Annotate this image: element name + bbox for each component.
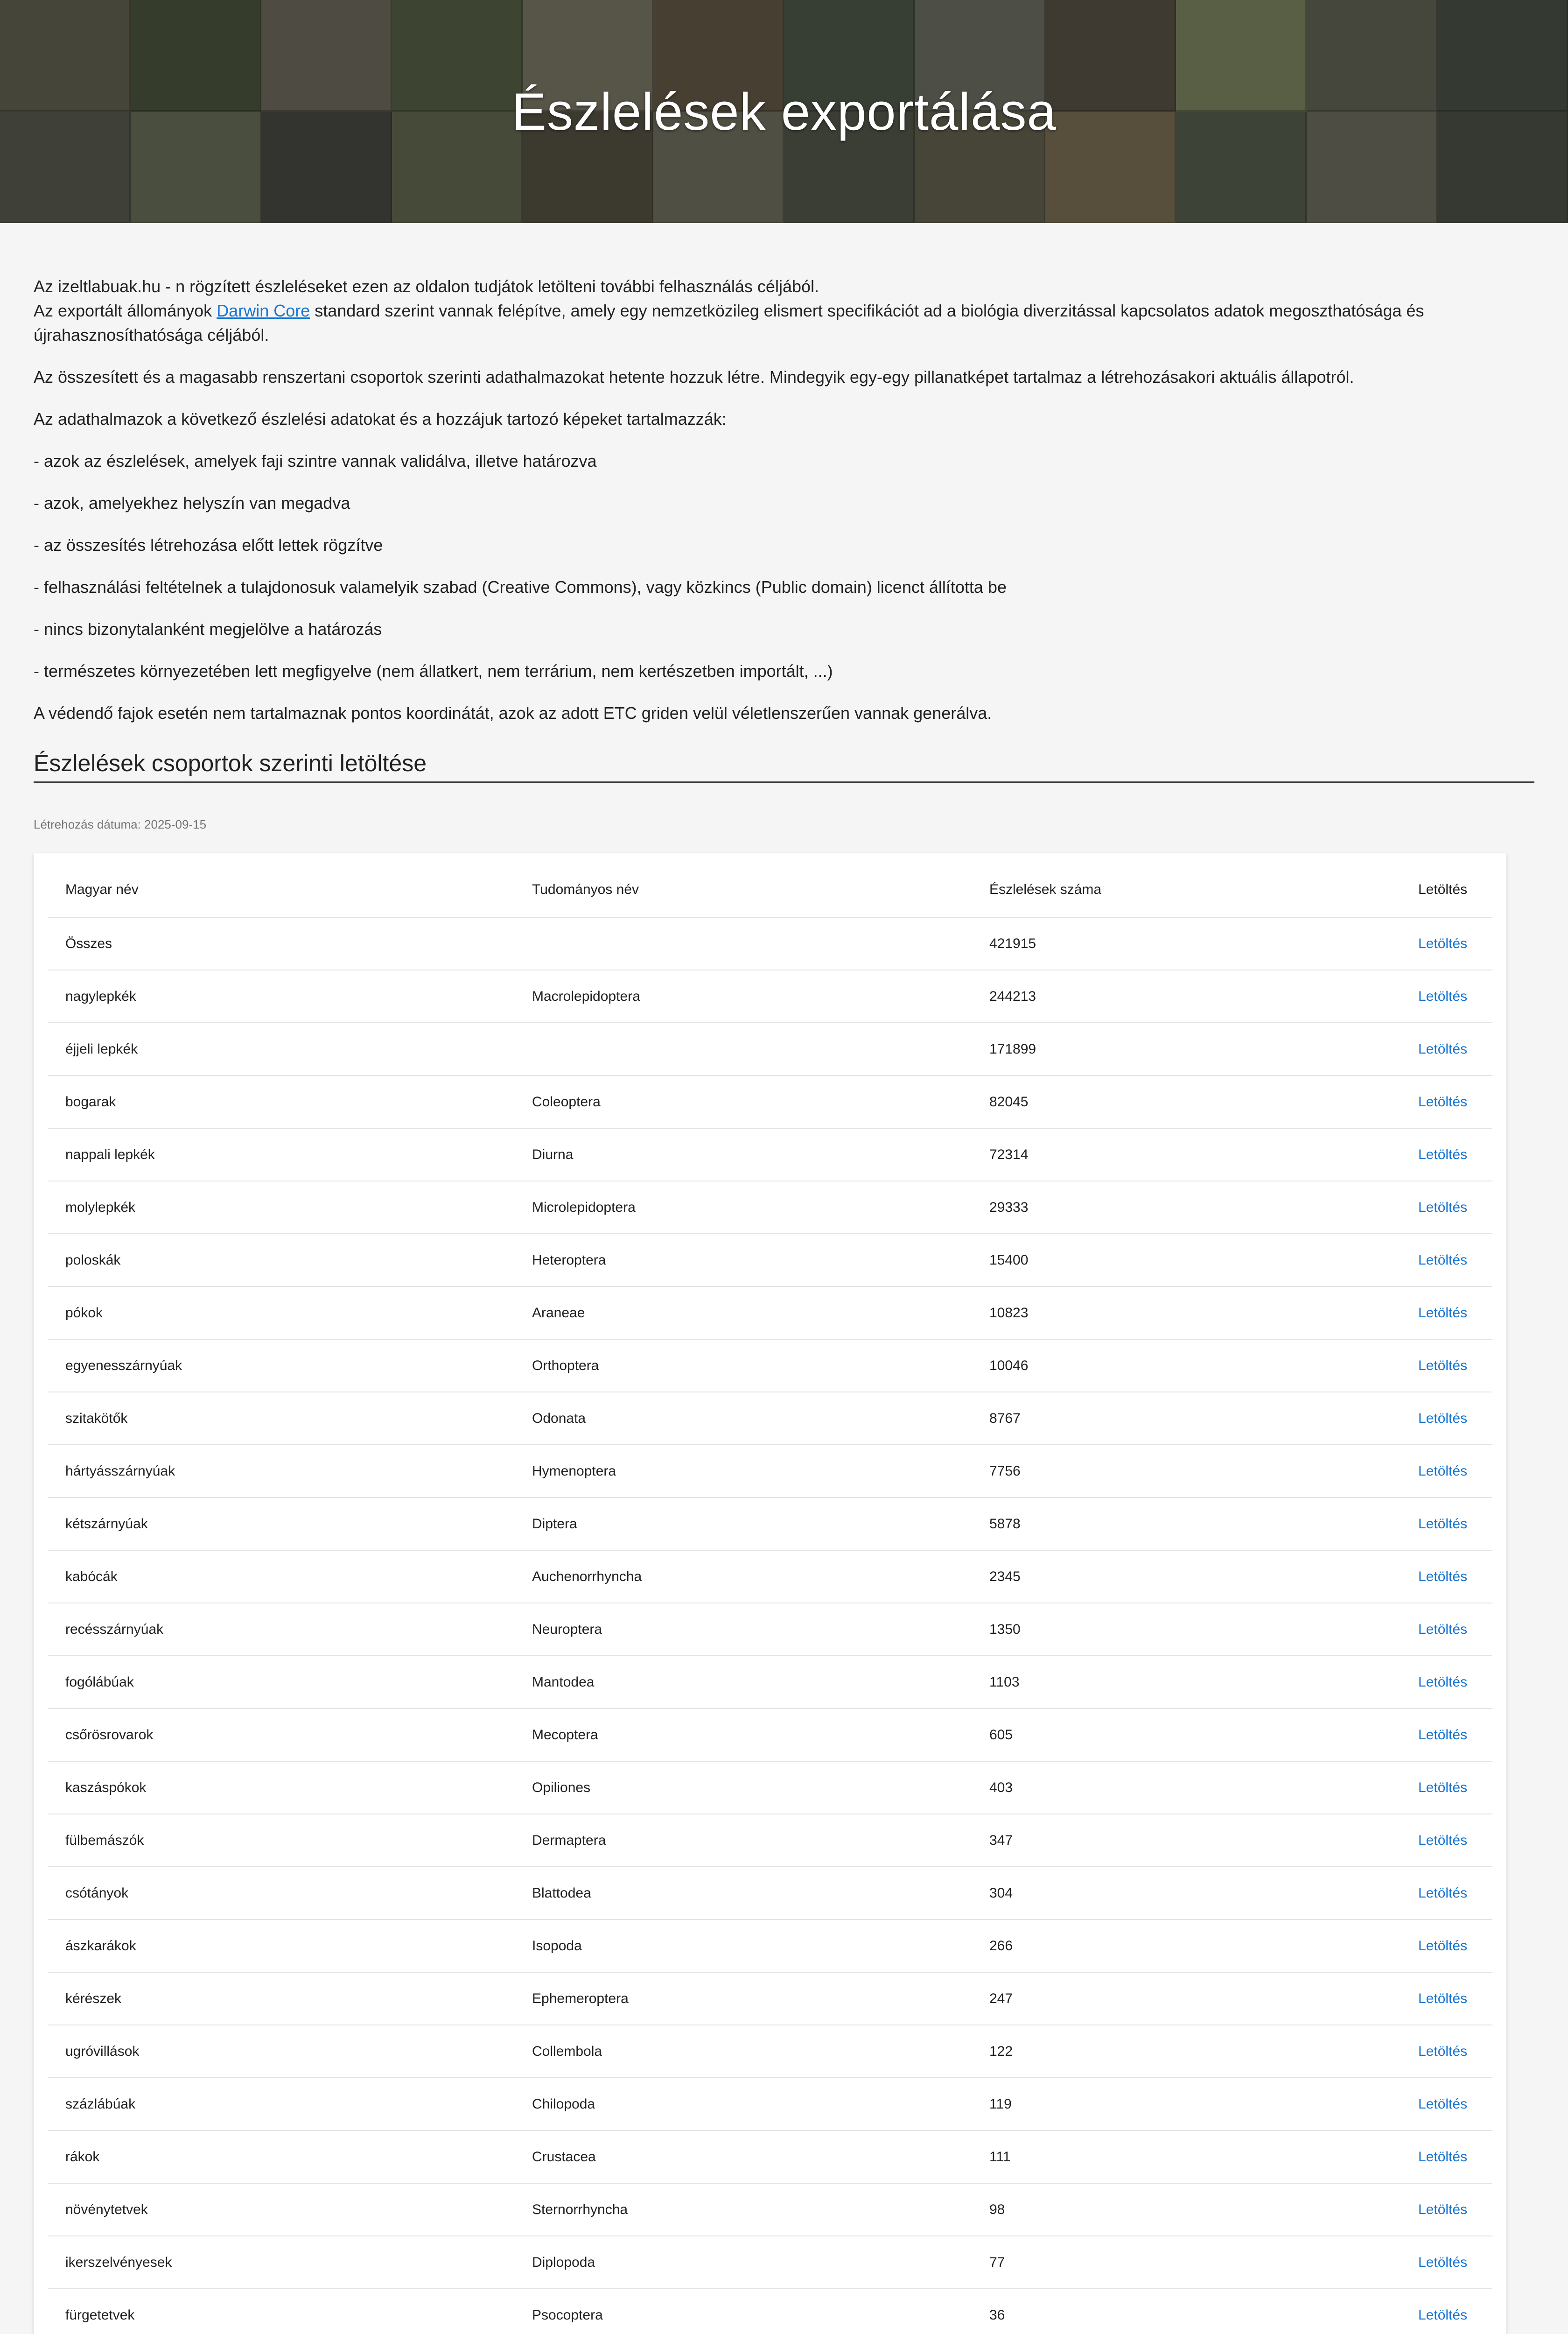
download-cell (1400, 1814, 1492, 1867)
observation-count-cell: 1350 (972, 1603, 1400, 1656)
scientific-name-cell: Auchenorrhyncha (514, 1550, 972, 1603)
scientific-name-cell: Diurna (514, 1128, 972, 1181)
table-row (48, 2025, 1492, 2078)
scientific-name-cell (514, 917, 972, 970)
download-link[interactable]: Letöltés (1418, 988, 1468, 1004)
observation-count-cell: 347 (972, 1814, 1400, 1867)
scientific-name-cell: Coleoptera (514, 1076, 972, 1128)
scientific-name-cell: Ephemeroptera (514, 1972, 972, 2025)
download-cell (1400, 2289, 1492, 2334)
scientific-name-cell: Heteroptera (514, 1234, 972, 1287)
observation-count-cell: 122 (972, 2025, 1400, 2078)
hungarian-name-cell: ugróvillások (48, 2025, 514, 2078)
darwin-core-link[interactable]: Darwin Core (217, 301, 310, 320)
table-row (48, 1339, 1492, 1392)
scientific-name-cell: Psocoptera (514, 2289, 972, 2334)
table-row (48, 2078, 1492, 2130)
scientific-name-cell: Diptera (514, 1497, 972, 1550)
criterion-item: - felhasználási feltételnek a tulajdonosuk valamelyik szabad (Creative Commons), vagy közkincs (Public domain) licenct állította be (34, 577, 1007, 597)
observation-count-cell: 29333 (972, 1181, 1400, 1234)
table-row (48, 1972, 1492, 2025)
protected-species-note: A védendő fajok esetén nem tartalmaznak pontos koordinátát, azok az adott ETC griden velül véletlenszerűen vannak generálva. (34, 703, 992, 723)
hungarian-name-cell: nagylepkék (48, 970, 514, 1023)
download-cell (1400, 1919, 1492, 1972)
download-link[interactable]: Letöltés (1418, 935, 1468, 951)
download-cell (1400, 2078, 1492, 2130)
observation-count-cell: 119 (972, 2078, 1400, 2130)
table-row (48, 2183, 1492, 2236)
scientific-name-cell (514, 1023, 972, 1076)
table-row (48, 1603, 1492, 1656)
scientific-name-cell: Crustacea (514, 2130, 972, 2183)
download-link[interactable]: Letöltés (1418, 1832, 1468, 1848)
download-cell (1400, 970, 1492, 1023)
scientific-name-cell: Collembola (514, 2025, 972, 2078)
hungarian-name-cell: hártyásszárnyúak (48, 1445, 514, 1497)
page-title: Észlelések exportálása (511, 82, 1057, 141)
download-cell (1400, 1867, 1492, 1919)
hungarian-name-cell: nappali lepkék (48, 1128, 514, 1181)
criterion-item: - azok, amelyekhez helyszín van megadva (34, 493, 350, 513)
download-cell (1400, 1339, 1492, 1392)
scientific-name-cell: Opiliones (514, 1761, 972, 1814)
download-link[interactable]: Letöltés (1418, 2307, 1468, 2323)
dataset-schedule-paragraph: Az összesített és a magasabb renszertani csoportok szerinti adathalmazokat hetente hozzuk létre. Mindegyik egy-egy pillanatképet tartalmaz a létrehozásakori aktuális állapotról. (34, 367, 1354, 387)
observation-count-cell: 98 (972, 2183, 1400, 2236)
scientific-name-cell: Isopoda (514, 1919, 972, 1972)
table-row (48, 2130, 1492, 2183)
hungarian-name-cell: recésszárnyúak (48, 1603, 514, 1656)
observation-count-cell: 36 (972, 2289, 1400, 2334)
observation-count-cell: 7756 (972, 1445, 1400, 1497)
download-link[interactable]: Letöltés (1418, 1779, 1468, 1795)
observation-count-cell: 304 (972, 1867, 1400, 1919)
table-row (48, 1181, 1492, 1234)
download-link[interactable]: Letöltés (1418, 1938, 1468, 1954)
table-row (48, 1234, 1492, 1287)
download-link[interactable]: Letöltés (1418, 1357, 1468, 1373)
observation-count-cell: 15400 (972, 1234, 1400, 1287)
scientific-name-cell: Dermaptera (514, 1814, 972, 1867)
hero-banner (0, 0, 1568, 223)
download-cell (1400, 1128, 1492, 1181)
hungarian-name-cell: növénytetvek (48, 2183, 514, 2236)
table-row (48, 1867, 1492, 1919)
download-link[interactable]: Letöltés (1418, 2096, 1468, 2112)
table-row (48, 1550, 1492, 1603)
scientific-name-cell: Microlepidoptera (514, 1181, 972, 1234)
downloads-table (48, 863, 1492, 2334)
observation-count-cell: 111 (972, 2130, 1400, 2183)
hungarian-name-cell: kérészek (48, 1972, 514, 2025)
table-row (48, 1919, 1492, 1972)
criterion-item: - nincs bizonytalanként megjelölve a határozás (34, 619, 382, 639)
table-row (48, 917, 1492, 970)
hungarian-name-cell: szitakötők (48, 1392, 514, 1445)
download-cell (1400, 1656, 1492, 1708)
column-header-observation-count: Észlelések száma (972, 863, 1400, 917)
hungarian-name-cell: éjjeli lepkék (48, 1023, 514, 1076)
hungarian-name-cell: százlábúak (48, 2078, 514, 2130)
download-link[interactable]: Letöltés (1418, 1885, 1468, 1901)
scientific-name-cell: Chilopoda (514, 2078, 972, 2130)
observation-count-cell: 10823 (972, 1287, 1400, 1339)
table-header-row (48, 863, 1492, 917)
observation-count-cell: 5878 (972, 1497, 1400, 1550)
observation-count-cell: 421915 (972, 917, 1400, 970)
download-cell (1400, 1708, 1492, 1761)
download-cell (1400, 1603, 1492, 1656)
hungarian-name-cell: fülbemászók (48, 1814, 514, 1867)
observation-count-cell: 403 (972, 1761, 1400, 1814)
hungarian-name-cell: fogólábúak (48, 1656, 514, 1708)
table-row (48, 970, 1492, 1023)
download-link[interactable]: Letöltés (1418, 1568, 1468, 1584)
table-row (48, 2236, 1492, 2289)
scientific-name-cell: Odonata (514, 1392, 972, 1445)
scientific-name-cell: Blattodea (514, 1867, 972, 1919)
download-cell (1400, 1287, 1492, 1339)
scientific-name-cell: Neuroptera (514, 1603, 972, 1656)
observation-count-cell: 72314 (972, 1128, 1400, 1181)
hungarian-name-cell: ikerszelvényesek (48, 2236, 514, 2289)
download-cell (1400, 2236, 1492, 2289)
table-row (48, 1445, 1492, 1497)
criterion-item: - természetes környezetében lett megfigyelve (nem állatkert, nem terrárium, nem kertészetben importált, ...) (34, 661, 833, 681)
criterion-item: - azok az észlelések, amelyek faji szintre vannak validálva, illetve határozva (34, 451, 597, 471)
download-link[interactable]: Letöltés (1418, 1516, 1468, 1532)
hungarian-name-cell: pókok (48, 1287, 514, 1339)
column-header-hungarian-name: Magyar név (48, 863, 514, 917)
download-cell (1400, 1972, 1492, 2025)
table-row (48, 1497, 1492, 1550)
downloads-table-card (34, 853, 1506, 2334)
scientific-name-cell: Sternorrhyncha (514, 2183, 972, 2236)
download-cell (1400, 2183, 1492, 2236)
download-link[interactable]: Letöltés (1418, 1990, 1468, 2006)
table-row (48, 2289, 1492, 2334)
download-link[interactable]: Letöltés (1418, 1252, 1468, 1268)
main-content (0, 223, 1568, 2334)
hungarian-name-cell: Összes (48, 917, 514, 970)
dataset-contents-paragraph: Az adathalmazok a következő észlelési adatokat és a hozzájuk tartozó képeket tartalmazzák: (34, 409, 727, 429)
observation-count-cell: 77 (972, 2236, 1400, 2289)
observation-count-cell: 82045 (972, 1076, 1400, 1128)
scientific-name-cell: Araneae (514, 1287, 972, 1339)
table-row (48, 1392, 1492, 1445)
hungarian-name-cell: fürgetetvek (48, 2289, 514, 2334)
table-row (48, 1076, 1492, 1128)
observation-count-cell: 247 (972, 1972, 1400, 2025)
intro-paragraph: Az izeltlabuak.hu - n rögzített észleléseket ezen az oldalon tudjátok letölteni további felhasználás céljából. Az exportált állományok Darwin Core standard szerint vannak felépítve, amely egy nemzetközileg elismert specifikációt ad a biológia diverzitással kapcsolatos adatok megoszthatósága és újrahasznosíthatósága céljából. (34, 277, 1424, 344)
creation-date: Létrehozás dátuma: 2025-09-15 (34, 817, 207, 831)
observation-count-cell: 266 (972, 1919, 1400, 1972)
hungarian-name-cell: ászkarákok (48, 1919, 514, 1972)
table-row (48, 1814, 1492, 1867)
download-cell (1400, 2025, 1492, 2078)
observation-count-cell: 244213 (972, 970, 1400, 1023)
hungarian-name-cell: molylepkék (48, 1181, 514, 1234)
table-body (48, 917, 1492, 2334)
download-cell (1400, 1076, 1492, 1128)
download-cell (1400, 1023, 1492, 1076)
intro-text (34, 274, 1534, 725)
observation-count-cell: 171899 (972, 1023, 1400, 1076)
hungarian-name-cell: kétszárnyúak (48, 1497, 514, 1550)
download-link[interactable]: Letöltés (1418, 2254, 1468, 2270)
hungarian-name-cell: kabócák (48, 1550, 514, 1603)
download-link[interactable]: Letöltés (1418, 1199, 1468, 1215)
hungarian-name-cell: egyenesszárnyúak (48, 1339, 514, 1392)
download-link[interactable]: Letöltés (1418, 2149, 1468, 2165)
table-row (48, 1023, 1492, 1076)
download-cell (1400, 1761, 1492, 1814)
observation-count-cell: 2345 (972, 1550, 1400, 1603)
download-link[interactable]: Letöltés (1418, 1094, 1468, 1110)
scientific-name-cell: Diplopoda (514, 2236, 972, 2289)
download-link[interactable]: Letöltés (1418, 2201, 1468, 2217)
table-row (48, 1287, 1492, 1339)
scientific-name-cell: Orthoptera (514, 1339, 972, 1392)
table-row (48, 1708, 1492, 1761)
table-row (48, 1761, 1492, 1814)
download-link[interactable]: Letöltés (1418, 1305, 1468, 1321)
download-link[interactable]: Letöltés (1418, 2043, 1468, 2059)
scientific-name-cell: Hymenoptera (514, 1445, 972, 1497)
download-link[interactable]: Letöltés (1418, 1410, 1468, 1426)
download-cell (1400, 1181, 1492, 1234)
hungarian-name-cell: csótányok (48, 1867, 514, 1919)
observation-count-cell: 1103 (972, 1656, 1400, 1708)
download-cell (1400, 1497, 1492, 1550)
column-header-download: Letöltés (1400, 863, 1492, 917)
download-link[interactable]: Letöltés (1418, 1041, 1468, 1057)
download-link[interactable]: Letöltés (1418, 1146, 1468, 1162)
scientific-name-cell: Macrolepidoptera (514, 970, 972, 1023)
hungarian-name-cell: csőrösrovarok (48, 1708, 514, 1761)
column-header-scientific-name: Tudományos név (514, 863, 972, 917)
table-row (48, 1656, 1492, 1708)
observation-count-cell: 8767 (972, 1392, 1400, 1445)
observation-count-cell: 605 (972, 1708, 1400, 1761)
hungarian-name-cell: poloskák (48, 1234, 514, 1287)
download-link[interactable]: Letöltés (1418, 1727, 1468, 1743)
criterion-item: - az összesítés létrehozása előtt lettek rögzítve (34, 535, 383, 555)
scientific-name-cell: Mecoptera (514, 1708, 972, 1761)
observation-count-cell: 10046 (972, 1339, 1400, 1392)
download-link[interactable]: Letöltés (1418, 1463, 1468, 1479)
download-cell (1400, 1234, 1492, 1287)
download-cell (1400, 1550, 1492, 1603)
hungarian-name-cell: rákok (48, 2130, 514, 2183)
download-cell (1400, 917, 1492, 970)
download-link[interactable]: Letöltés (1418, 1674, 1468, 1690)
download-cell (1400, 2130, 1492, 2183)
scientific-name-cell: Mantodea (514, 1656, 972, 1708)
download-cell (1400, 1392, 1492, 1445)
download-cell (1400, 1445, 1492, 1497)
hungarian-name-cell: bogarak (48, 1076, 514, 1128)
hungarian-name-cell: kaszáspókok (48, 1761, 514, 1814)
download-link[interactable]: Letöltés (1418, 1621, 1468, 1637)
table-row (48, 1128, 1492, 1181)
section-title: Észlelések csoportok szerinti letöltése (34, 750, 1534, 783)
